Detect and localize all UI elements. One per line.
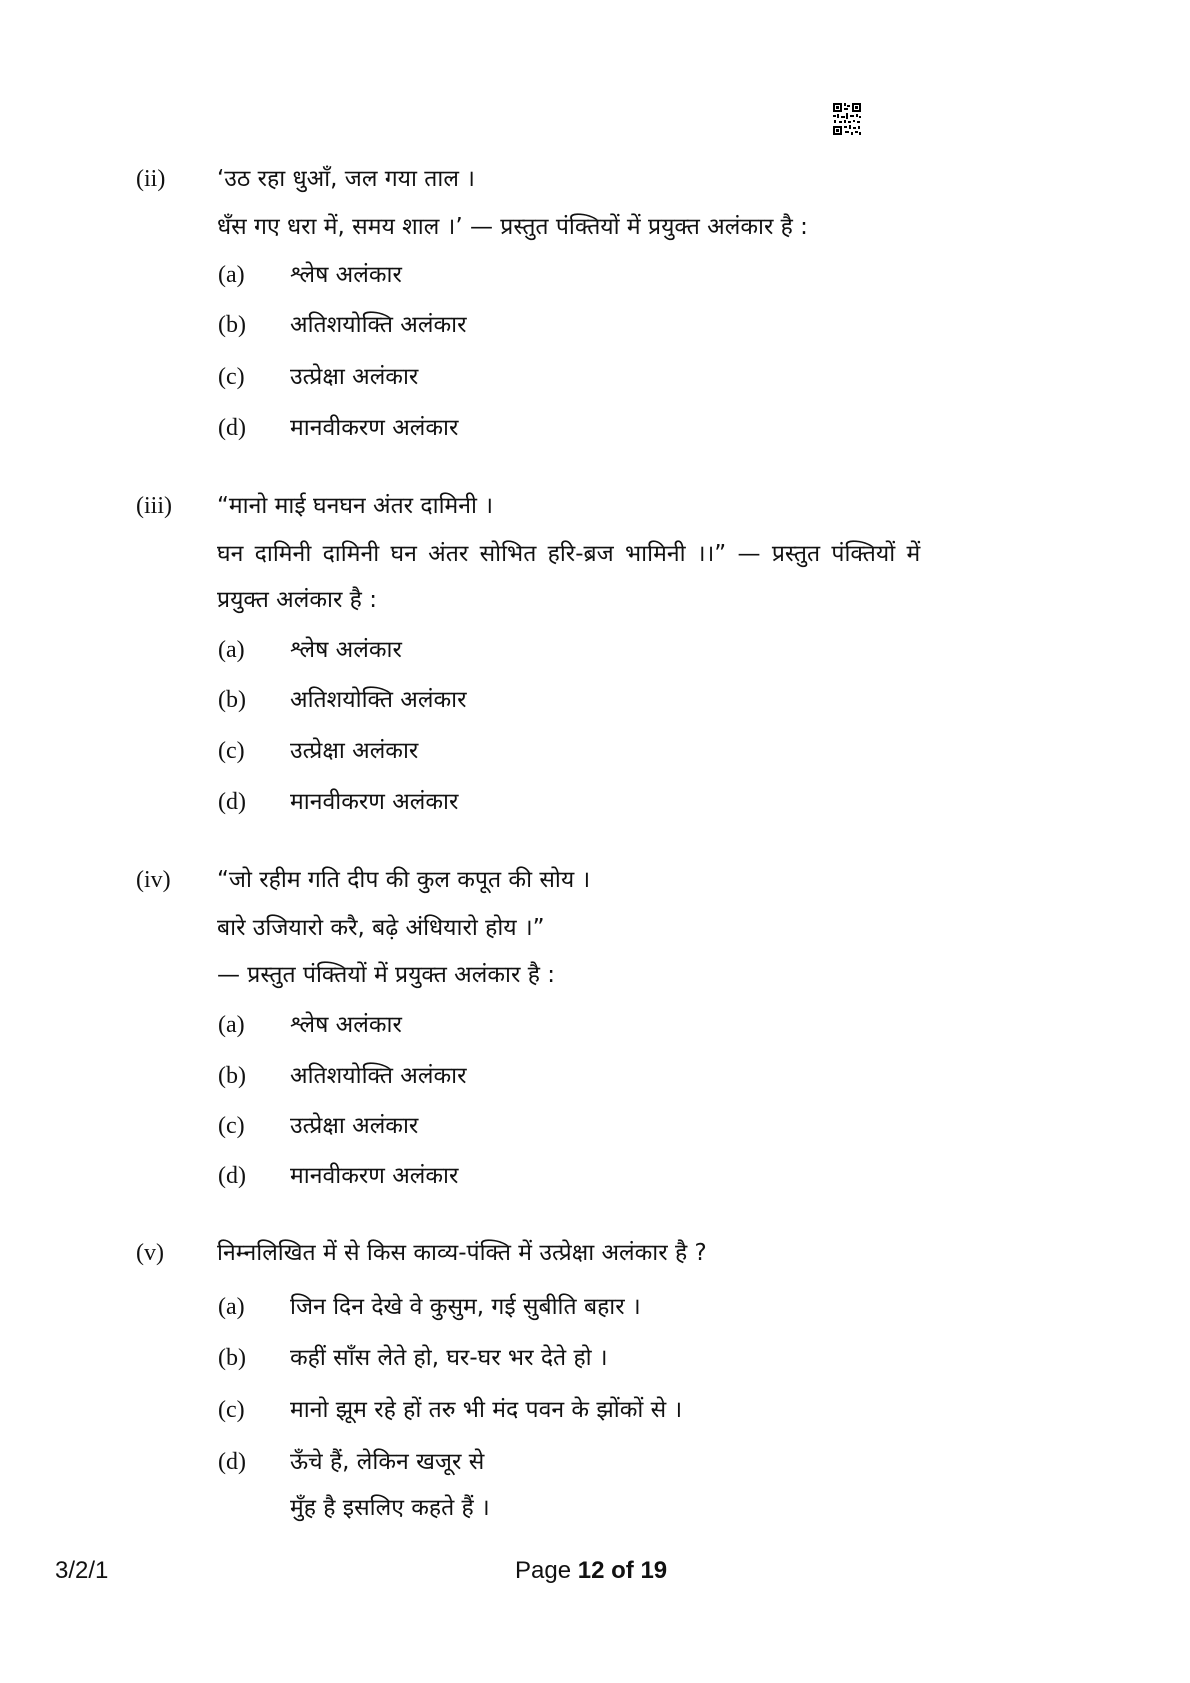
option-label: (b) xyxy=(218,687,246,713)
question-text-line: धँस गए धरा में, समय शाल ।’ — प्रस्तुत पंक्तियों में प्रयुक्त अलंकार है : xyxy=(217,214,808,240)
question-text-line: ‘उठ रहा धुआँ, जल गया ताल । xyxy=(217,166,475,192)
option-text: उत्प्रेक्षा अलंकार xyxy=(290,1113,419,1139)
page-of: of xyxy=(611,1557,634,1584)
page-prefix: Page xyxy=(515,1557,572,1584)
question-text-line: घन दामिनी दामिनी घन अंतर सोभित हरि-ब्रज भामिनी ।।” — प्रस्तुत पंक्तियों में xyxy=(217,541,921,567)
option-text: जिन दिन देखे वे कुसुम, गई सुबीति बहार । xyxy=(290,1294,641,1320)
option-label: (a) xyxy=(218,637,245,663)
option-text: अतिशयोक्ति अलंकार xyxy=(290,312,467,338)
option-text: मानवीकरण अलंकार xyxy=(290,789,459,815)
question-text-line: “मानो माई घनघन अंतर दामिनी । xyxy=(217,493,494,519)
option-label: (d) xyxy=(218,1449,246,1475)
question-text-line: — प्रस्तुत पंक्तियों में प्रयुक्त अलंकार है : xyxy=(217,962,555,988)
option-label: (d) xyxy=(218,415,246,441)
option-label: (a) xyxy=(218,1012,245,1038)
option-text: श्लेष अलंकार xyxy=(290,1012,402,1038)
option-label: (b) xyxy=(218,1345,246,1371)
option-label: (d) xyxy=(218,789,246,815)
option-text: मानवीकरण अलंकार xyxy=(290,415,459,441)
option-text: मानवीकरण अलंकार xyxy=(290,1163,459,1189)
question-text-line: बारे उजियारो करै, बढ़े अंधियारो होय ।” xyxy=(217,915,545,941)
question-text-line: “जो रहीम गति दीप की कुल कपूत की सोय । xyxy=(217,867,591,893)
option-label: (b) xyxy=(218,1063,246,1089)
question-text-line: निम्नलिखित में से किस काव्य-पंक्ति में उत्प्रेक्षा अलंकार है ? xyxy=(217,1240,707,1266)
option-label: (c) xyxy=(218,1397,245,1423)
option-text: मानो झूम रहे हों तरु भी मंद पवन के झोंकों से । xyxy=(290,1397,683,1423)
option-label: (c) xyxy=(218,364,245,390)
option-text: उत्प्रेक्षा अलंकार xyxy=(290,738,419,764)
page-number xyxy=(515,1557,667,1585)
option-text: अतिशयोक्ति अलंकार xyxy=(290,1063,467,1089)
option-label: (c) xyxy=(218,738,245,764)
option-text: अतिशयोक्ति अलंकार xyxy=(290,687,467,713)
option-text: कहीं साँस लेते हो, घर-घर भर देते हो । xyxy=(290,1345,608,1371)
question-number: (ii) xyxy=(136,166,166,192)
option-text: ऊँचे हैं, लेकिन खजूर से xyxy=(290,1449,485,1475)
question-number: (iii) xyxy=(136,493,172,519)
option-text-continued: मुँह है इसलिए कहते हैं । xyxy=(290,1495,490,1521)
option-label: (d) xyxy=(218,1163,246,1189)
option-label: (c) xyxy=(218,1113,245,1139)
question-number: (iv) xyxy=(136,867,171,893)
page-total: 19 xyxy=(640,1557,668,1584)
option-label: (a) xyxy=(218,262,245,288)
option-label: (b) xyxy=(218,312,246,338)
paper-code: 3/2/1 xyxy=(55,1557,109,1584)
qr-code-icon xyxy=(833,103,861,135)
option-text: उत्प्रेक्षा अलंकार xyxy=(290,364,419,390)
question-text-line: प्रयुक्त अलंकार है : xyxy=(217,587,377,613)
option-text: श्लेष अलंकार xyxy=(290,637,402,663)
question-number: (v) xyxy=(136,1240,164,1266)
option-label: (a) xyxy=(218,1294,245,1320)
option-text: श्लेष अलंकार xyxy=(290,262,402,288)
page-current: 12 xyxy=(577,1557,605,1584)
